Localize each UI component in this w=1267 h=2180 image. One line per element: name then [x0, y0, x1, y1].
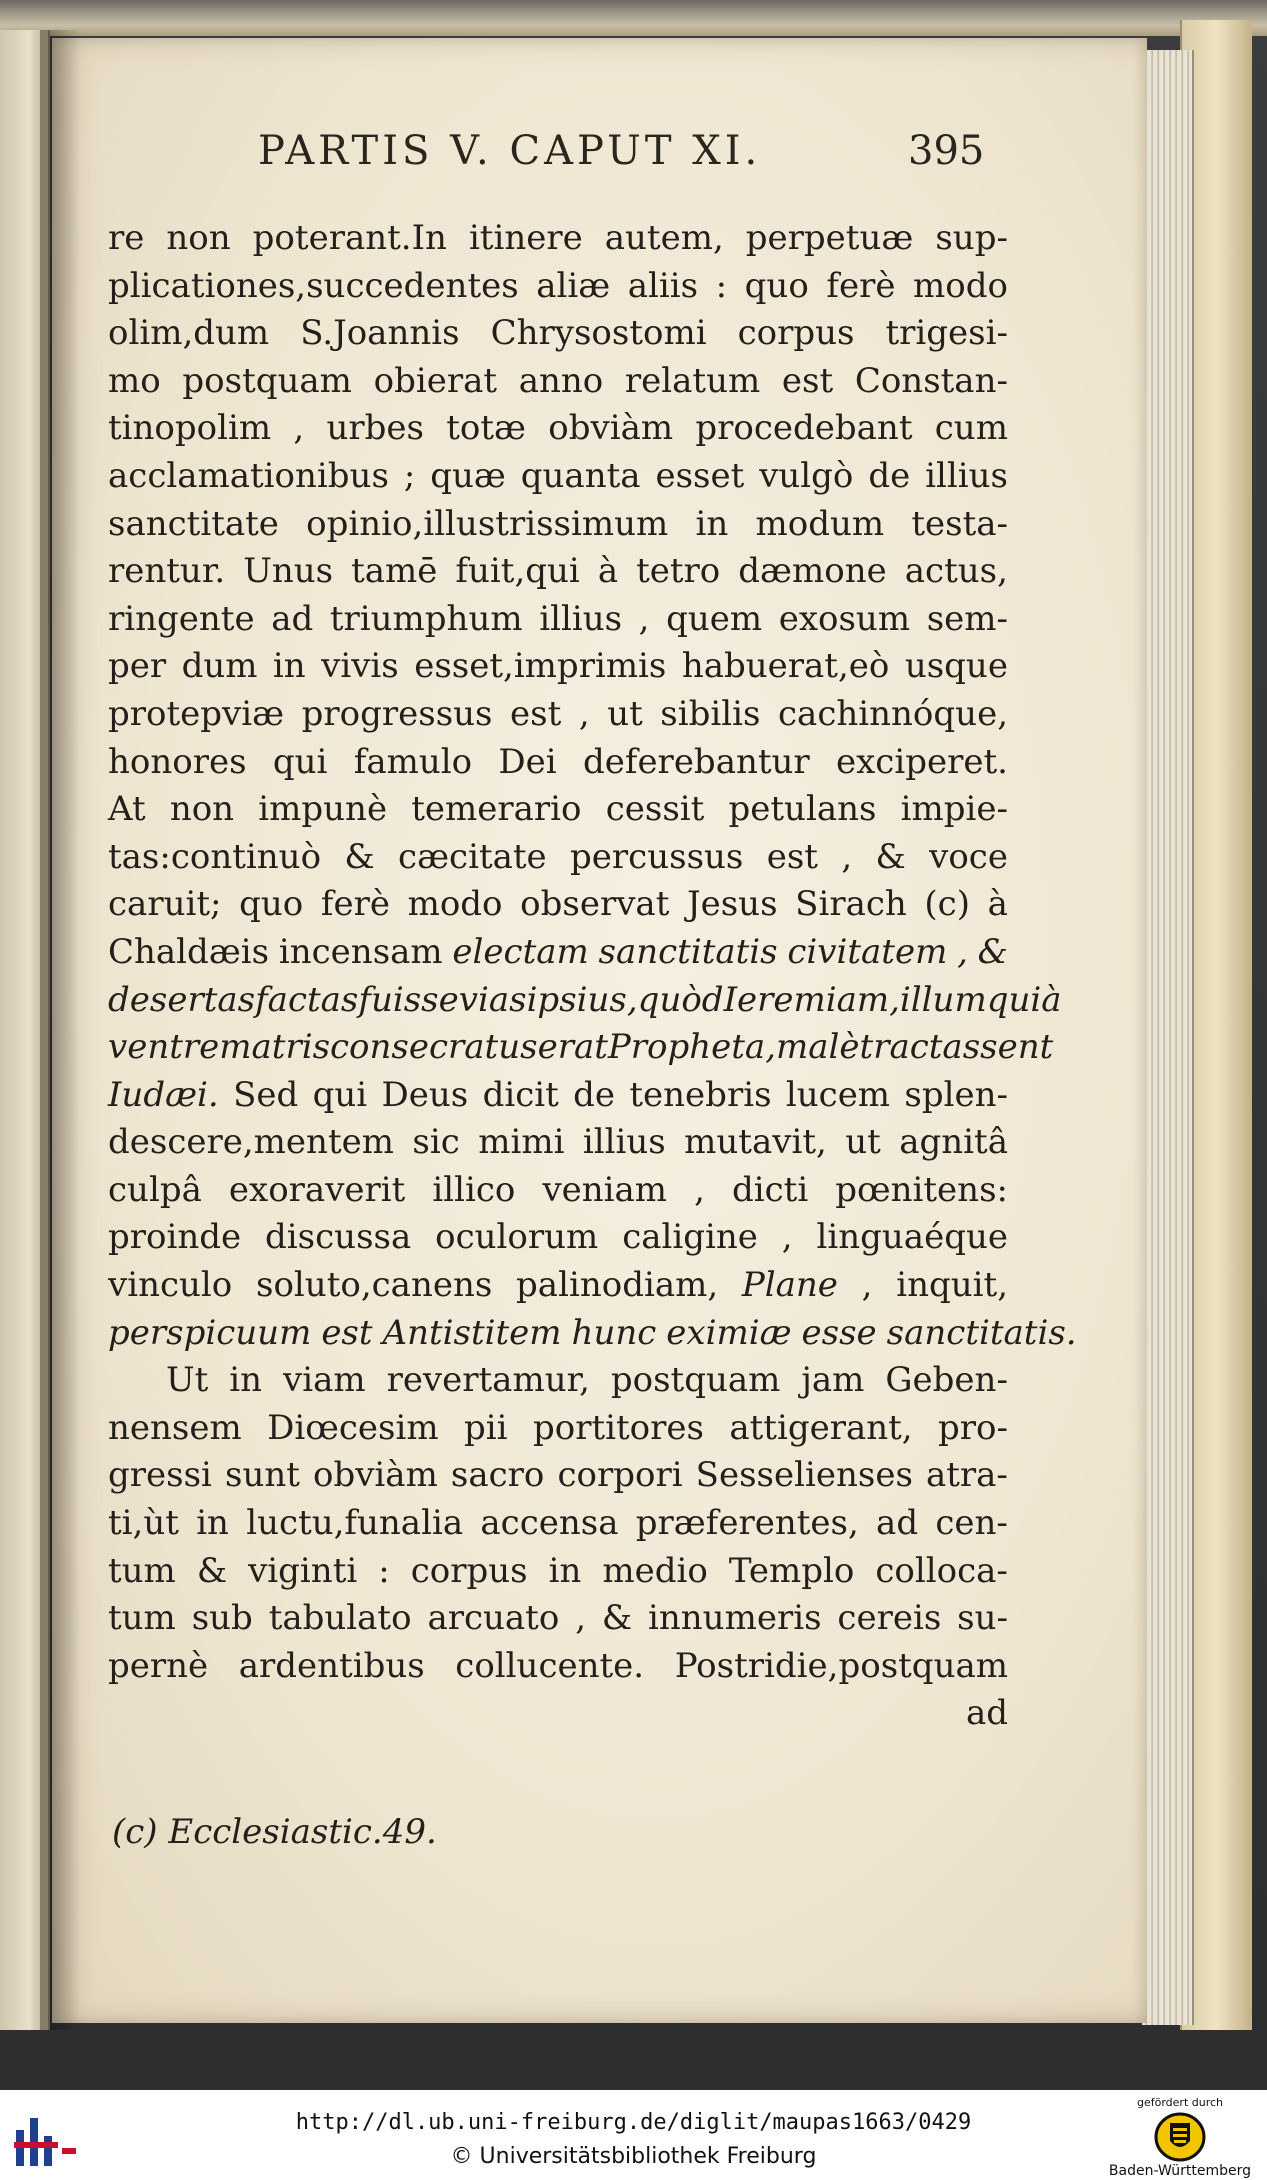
text-word: esset — [655, 455, 745, 496]
text-word: Dei — [498, 741, 557, 782]
text-word: anno — [518, 360, 604, 401]
text-word: quo — [239, 884, 304, 925]
text-word: , — [694, 1169, 705, 1210]
text-word: ad — [271, 598, 314, 639]
text-word: ; — [403, 455, 416, 496]
page-number: 395 — [908, 128, 985, 174]
text-word: matris — [219, 1027, 331, 1068]
text-word: postquam — [610, 1360, 781, 1401]
text-word: , — [781, 1217, 793, 1258]
text-word: esset,imprimis — [414, 646, 667, 687]
text-word: est — [781, 360, 834, 401]
text-line — [108, 1024, 1054, 1072]
funding-credit — [1100, 2094, 1260, 2178]
text-word: , — [957, 931, 968, 972]
text-line — [108, 1405, 1008, 1453]
text-word: dæmone — [738, 551, 887, 592]
text-line — [108, 1262, 1008, 1310]
text-word: mimi — [478, 1122, 565, 1163]
text-word: in — [196, 1503, 229, 1544]
text-word: obierat — [373, 360, 498, 401]
footer-bar — [0, 2090, 1267, 2180]
footer-url-link[interactable]: http://dl.ub.uni-freiburg.de/diglit/maupas1663/0429 — [295, 2110, 972, 2135]
text-word: , — [638, 598, 650, 639]
text-line — [108, 453, 1008, 501]
text-word: totæ — [446, 408, 526, 449]
text-word: ut — [607, 693, 643, 734]
text-word: Unus — [243, 551, 334, 592]
text-word: culpâ — [108, 1169, 202, 1210]
text-word: in — [229, 1360, 263, 1401]
text-word: obviàm — [548, 408, 674, 449]
text-word: ringente — [108, 598, 255, 639]
text-line — [108, 548, 1008, 596]
text-word: re — [108, 218, 145, 258]
text-word: Postridie,postquam — [674, 1645, 1008, 1686]
text-word: ti,ùt — [108, 1503, 179, 1544]
text-word: hunc — [571, 1312, 657, 1353]
text-word: urbes — [326, 408, 424, 449]
text-word: proinde — [108, 1217, 242, 1258]
text-line — [108, 215, 1008, 263]
body-text — [108, 215, 1077, 1738]
text-word: viginti — [248, 1550, 358, 1591]
text-word: accensa — [480, 1503, 619, 1544]
text-word: qui — [312, 1074, 368, 1115]
text-word: ferè — [826, 265, 896, 306]
text-word: tetro — [636, 551, 721, 592]
text-word: ventre — [108, 1027, 220, 1068]
text-line — [108, 501, 1008, 549]
text-word: ut — [845, 1122, 881, 1163]
text-word: oculorum — [435, 1217, 599, 1258]
text-word: , — [841, 836, 853, 877]
text-line — [108, 1072, 1008, 1120]
text-word: in — [548, 1550, 582, 1591]
text-word: qui — [272, 741, 328, 782]
text-word: plicationes,succedentes — [108, 265, 519, 306]
text-word: deferebantur — [582, 741, 810, 782]
funding-state: Baden-Württemberg — [1108, 2163, 1252, 2179]
text-word: poterant.In — [252, 218, 447, 258]
text-word: famulo — [353, 741, 473, 782]
text-word: civitatem — [787, 931, 948, 972]
text-word: : — [715, 265, 728, 306]
text-word: sacro — [450, 1455, 545, 1496]
text-word: à — [987, 884, 1008, 925]
text-word: habuerat,eò — [681, 646, 890, 687]
page-edges — [1142, 50, 1194, 2025]
text-word: quæ — [430, 455, 506, 496]
text-word: perspicuum — [108, 1312, 312, 1353]
text-word: sub — [191, 1598, 253, 1639]
text-word: , — [861, 1265, 873, 1306]
text-word: corpori — [557, 1455, 683, 1496]
running-head: PARTIS V. CAPUT XI. — [258, 128, 762, 174]
text-word: triumphum — [329, 598, 523, 639]
text-line — [108, 1643, 1008, 1691]
text-word: sunt — [225, 1455, 300, 1496]
text-word: erat — [537, 1027, 608, 1068]
text-word: medio — [602, 1550, 708, 1591]
text-word: Plane — [741, 1265, 838, 1306]
text-word: & — [875, 836, 906, 877]
text-word: trigesi- — [885, 313, 1008, 354]
text-word: vivis — [321, 646, 399, 687]
text-word: mutavit, — [684, 1122, 827, 1163]
text-word: voce — [929, 836, 1008, 877]
text-word: illico — [432, 1169, 516, 1210]
text-line — [108, 881, 1008, 929]
text-word: est — [321, 1312, 373, 1353]
text-line — [108, 977, 1062, 1025]
text-line — [108, 834, 1008, 882]
text-word: corpus — [737, 313, 855, 354]
text-word: præferentes, — [635, 1503, 859, 1544]
text-word: pro- — [938, 1407, 1008, 1448]
text-word: relatum — [624, 360, 761, 401]
text-word: aliæ — [536, 265, 611, 306]
text-word: tinopolim — [108, 408, 272, 449]
text-line — [108, 358, 1008, 406]
text-word: soluto,canens — [256, 1265, 493, 1306]
text-word: Deus — [381, 1074, 469, 1115]
text-line — [108, 1357, 1008, 1405]
text-line — [108, 929, 1008, 977]
text-word: factas — [255, 979, 359, 1020]
text-line — [108, 1119, 1008, 1167]
text-word: actus, — [904, 551, 1008, 592]
text-word: olim,dum — [108, 313, 270, 354]
text-word: tas:continuò — [108, 836, 322, 877]
text-word: qui — [986, 979, 1042, 1020]
text-word: exciperet. — [836, 741, 1008, 782]
text-word: cachinnóque, — [778, 693, 1008, 734]
text-word: incensam — [278, 931, 443, 972]
text-word: dicti — [731, 1169, 809, 1210]
text-line — [108, 263, 1008, 311]
text-word: acclamationibus — [108, 455, 389, 496]
text-word: temerario — [411, 789, 582, 830]
text-word: cen- — [935, 1503, 1008, 1544]
text-word: corpus — [410, 1550, 528, 1591]
text-word: electam — [452, 931, 589, 972]
text-word: à — [1041, 979, 1062, 1020]
text-word: impie- — [900, 789, 1008, 830]
text-word: innumeris — [648, 1598, 822, 1639]
text-word: tenebris — [629, 1074, 772, 1115]
text-word: consecratus — [330, 1027, 538, 1068]
text-word: exoraverit — [228, 1169, 406, 1210]
text-word: malè — [776, 1027, 860, 1068]
text-word: modo — [913, 265, 1008, 306]
text-word: est — [510, 693, 562, 734]
text-word: eximiæ — [666, 1312, 792, 1353]
text-word: su- — [957, 1598, 1008, 1639]
text-word: modo — [407, 884, 503, 925]
text-word: honores — [108, 741, 247, 782]
text-word: : — [378, 1550, 390, 1591]
text-word: in — [272, 646, 306, 687]
text-word: Ut — [166, 1360, 209, 1401]
baden-wuerttemberg-seal-icon — [1153, 2111, 1207, 2163]
text-word: impunè — [258, 789, 388, 830]
text-word: non — [169, 789, 235, 830]
text-word: caligine — [622, 1217, 758, 1258]
text-word: progressus — [301, 693, 493, 734]
text-word: exosum — [778, 598, 911, 639]
text-word: collucente. — [455, 1645, 645, 1686]
footnote: (c) Ecclesiastic.49. — [112, 1812, 437, 1852]
text-word: obviàm — [312, 1455, 438, 1496]
text-word: de — [573, 1074, 616, 1115]
text-word: sic — [412, 1122, 460, 1163]
text-word: Jesus — [686, 884, 778, 925]
text-word: sibilis — [660, 693, 761, 734]
funding-label: gefördert durch — [1136, 2096, 1224, 2109]
text-line — [108, 1595, 1008, 1643]
text-word: descere,mentem — [108, 1122, 394, 1163]
text-word: attigerant, — [729, 1407, 913, 1448]
text-word: ferè — [320, 884, 390, 925]
text-word: illius — [925, 455, 1008, 496]
text-word: testa- — [911, 503, 1008, 544]
text-word: petulans — [728, 789, 877, 830]
text-word: ad — [876, 1503, 919, 1544]
text-word: pœnitens: — [835, 1169, 1008, 1210]
text-word: (c) — [924, 884, 970, 925]
text-word: caruit; — [108, 884, 222, 925]
text-word: Antistitem — [382, 1312, 562, 1353]
text-word: illius — [539, 598, 623, 639]
text-word: sanctitatis — [598, 931, 778, 972]
text-word: Templo — [728, 1550, 855, 1591]
text-line — [108, 1548, 1008, 1596]
text-word: desertas — [108, 979, 256, 1020]
text-line — [108, 1690, 1008, 1738]
text-word: tum — [108, 1598, 176, 1639]
text-word: luctu,funalia — [246, 1503, 464, 1544]
text-word: à — [597, 551, 619, 592]
text-word: in — [695, 503, 729, 544]
text-word: Iudæi. — [108, 1074, 219, 1115]
text-word: Chrysostomi — [490, 313, 707, 354]
text-word: usque — [904, 646, 1008, 687]
text-word: illius — [582, 1122, 666, 1163]
text-word: discussa — [265, 1217, 412, 1258]
text-word: & — [601, 1598, 633, 1639]
text-line — [108, 786, 1008, 834]
text-word: arcuato — [427, 1598, 560, 1639]
text-word: ad — [965, 1693, 1008, 1734]
text-word: vinculo — [108, 1265, 233, 1306]
text-word: ipsius,quòd — [526, 979, 724, 1020]
text-word: colloca- — [875, 1550, 1008, 1591]
text-word: viam — [283, 1360, 366, 1401]
spine-shadow — [40, 30, 80, 2030]
text-line — [108, 1214, 1008, 1262]
text-word: palinodiam, — [516, 1265, 719, 1306]
text-word: rentur. — [108, 551, 226, 592]
text-word: tabulato — [268, 1598, 412, 1639]
text-line — [108, 1310, 1077, 1358]
text-word: aliis — [627, 265, 699, 306]
text-word: fuit,qui — [455, 551, 580, 592]
text-word: tamē — [351, 551, 438, 592]
text-word: sanctitate — [108, 503, 279, 544]
text-line — [108, 1167, 1008, 1215]
text-word: atra- — [925, 1455, 1008, 1496]
text-word: sanctitatis. — [886, 1312, 1077, 1353]
text-line — [108, 643, 1008, 691]
text-word: dum — [181, 646, 258, 687]
text-word: quo — [744, 265, 809, 306]
text-word: pii — [464, 1407, 508, 1448]
text-word: linguaéque — [816, 1217, 1008, 1258]
text-word: mo — [108, 360, 161, 401]
text-word: revertamur, — [386, 1360, 590, 1401]
text-word: postquam — [182, 360, 352, 401]
text-word: At — [108, 789, 146, 830]
text-word: non — [166, 218, 231, 258]
text-word: nensem — [108, 1407, 242, 1448]
text-word: cereis — [837, 1598, 942, 1639]
text-word: Constan- — [854, 360, 1008, 401]
text-line — [108, 1500, 1008, 1548]
text-word: gressi — [108, 1455, 212, 1496]
text-line — [108, 691, 1008, 739]
text-word: dicit — [482, 1074, 559, 1115]
text-word: vulgò — [759, 455, 854, 496]
text-word: veniam — [542, 1169, 668, 1210]
footer-copyright: © Universitätsbibliothek Freiburg — [450, 2144, 817, 2169]
text-word: Ieremiam,illum — [723, 979, 987, 1020]
text-word: S.Joannis — [300, 313, 460, 354]
text-word: percussus — [570, 836, 744, 877]
text-word: & — [977, 931, 1008, 972]
text-word: inquit, — [896, 1265, 1008, 1306]
text-word: Geben- — [885, 1360, 1008, 1401]
text-word: jam — [801, 1360, 865, 1401]
text-line — [108, 596, 1008, 644]
text-word: , — [575, 1598, 586, 1639]
text-word: per — [108, 646, 167, 687]
text-word: itinere — [468, 218, 583, 258]
text-word: splen- — [904, 1074, 1008, 1115]
text-word: Sirach — [795, 884, 907, 925]
text-line — [108, 1452, 1008, 1500]
text-word: de — [868, 455, 911, 496]
text-word: fuisse — [358, 979, 459, 1020]
text-word: cæcitate — [398, 836, 547, 877]
text-word: vias — [458, 979, 527, 1020]
text-word: protерviæ — [108, 693, 285, 734]
text-word: Propheta, — [607, 1027, 777, 1068]
text-word: opinio,illustrissimum — [306, 503, 669, 544]
text-word: Chaldæis — [108, 931, 270, 972]
text-word: perpetuæ — [745, 218, 914, 258]
text-word: portitores — [532, 1407, 704, 1448]
text-word: & — [196, 1550, 228, 1591]
text-word: tum — [108, 1550, 176, 1591]
text-word: autem, — [604, 218, 724, 258]
text-word: procedebant — [695, 408, 913, 449]
text-line — [108, 405, 1008, 453]
text-word: esse — [801, 1312, 877, 1353]
text-word: & — [344, 836, 375, 877]
text-word: Sed — [233, 1074, 299, 1115]
text-word: quem — [666, 598, 763, 639]
text-word: , — [578, 693, 590, 734]
text-line — [108, 739, 1008, 787]
text-word: observat — [520, 884, 670, 925]
text-word: quanta — [520, 455, 641, 496]
text-word: agnitâ — [899, 1122, 1008, 1163]
text-word: , — [293, 408, 305, 449]
book-top-board — [0, 0, 1267, 36]
text-word: ardentibus — [238, 1645, 425, 1686]
text-word: lucem — [785, 1074, 891, 1115]
text-word: pernè — [108, 1645, 209, 1686]
text-word: cessit — [605, 789, 705, 830]
text-word: sem- — [926, 598, 1008, 639]
text-word: sup- — [935, 218, 1008, 258]
text-word: modum — [755, 503, 885, 544]
text-word: Diœcesim — [267, 1407, 439, 1448]
text-word: cum — [934, 408, 1008, 449]
text-word: tractassent — [859, 1027, 1054, 1068]
text-line — [108, 310, 1008, 358]
text-word: est — [766, 836, 818, 877]
text-word: Sesselienses — [695, 1455, 913, 1496]
